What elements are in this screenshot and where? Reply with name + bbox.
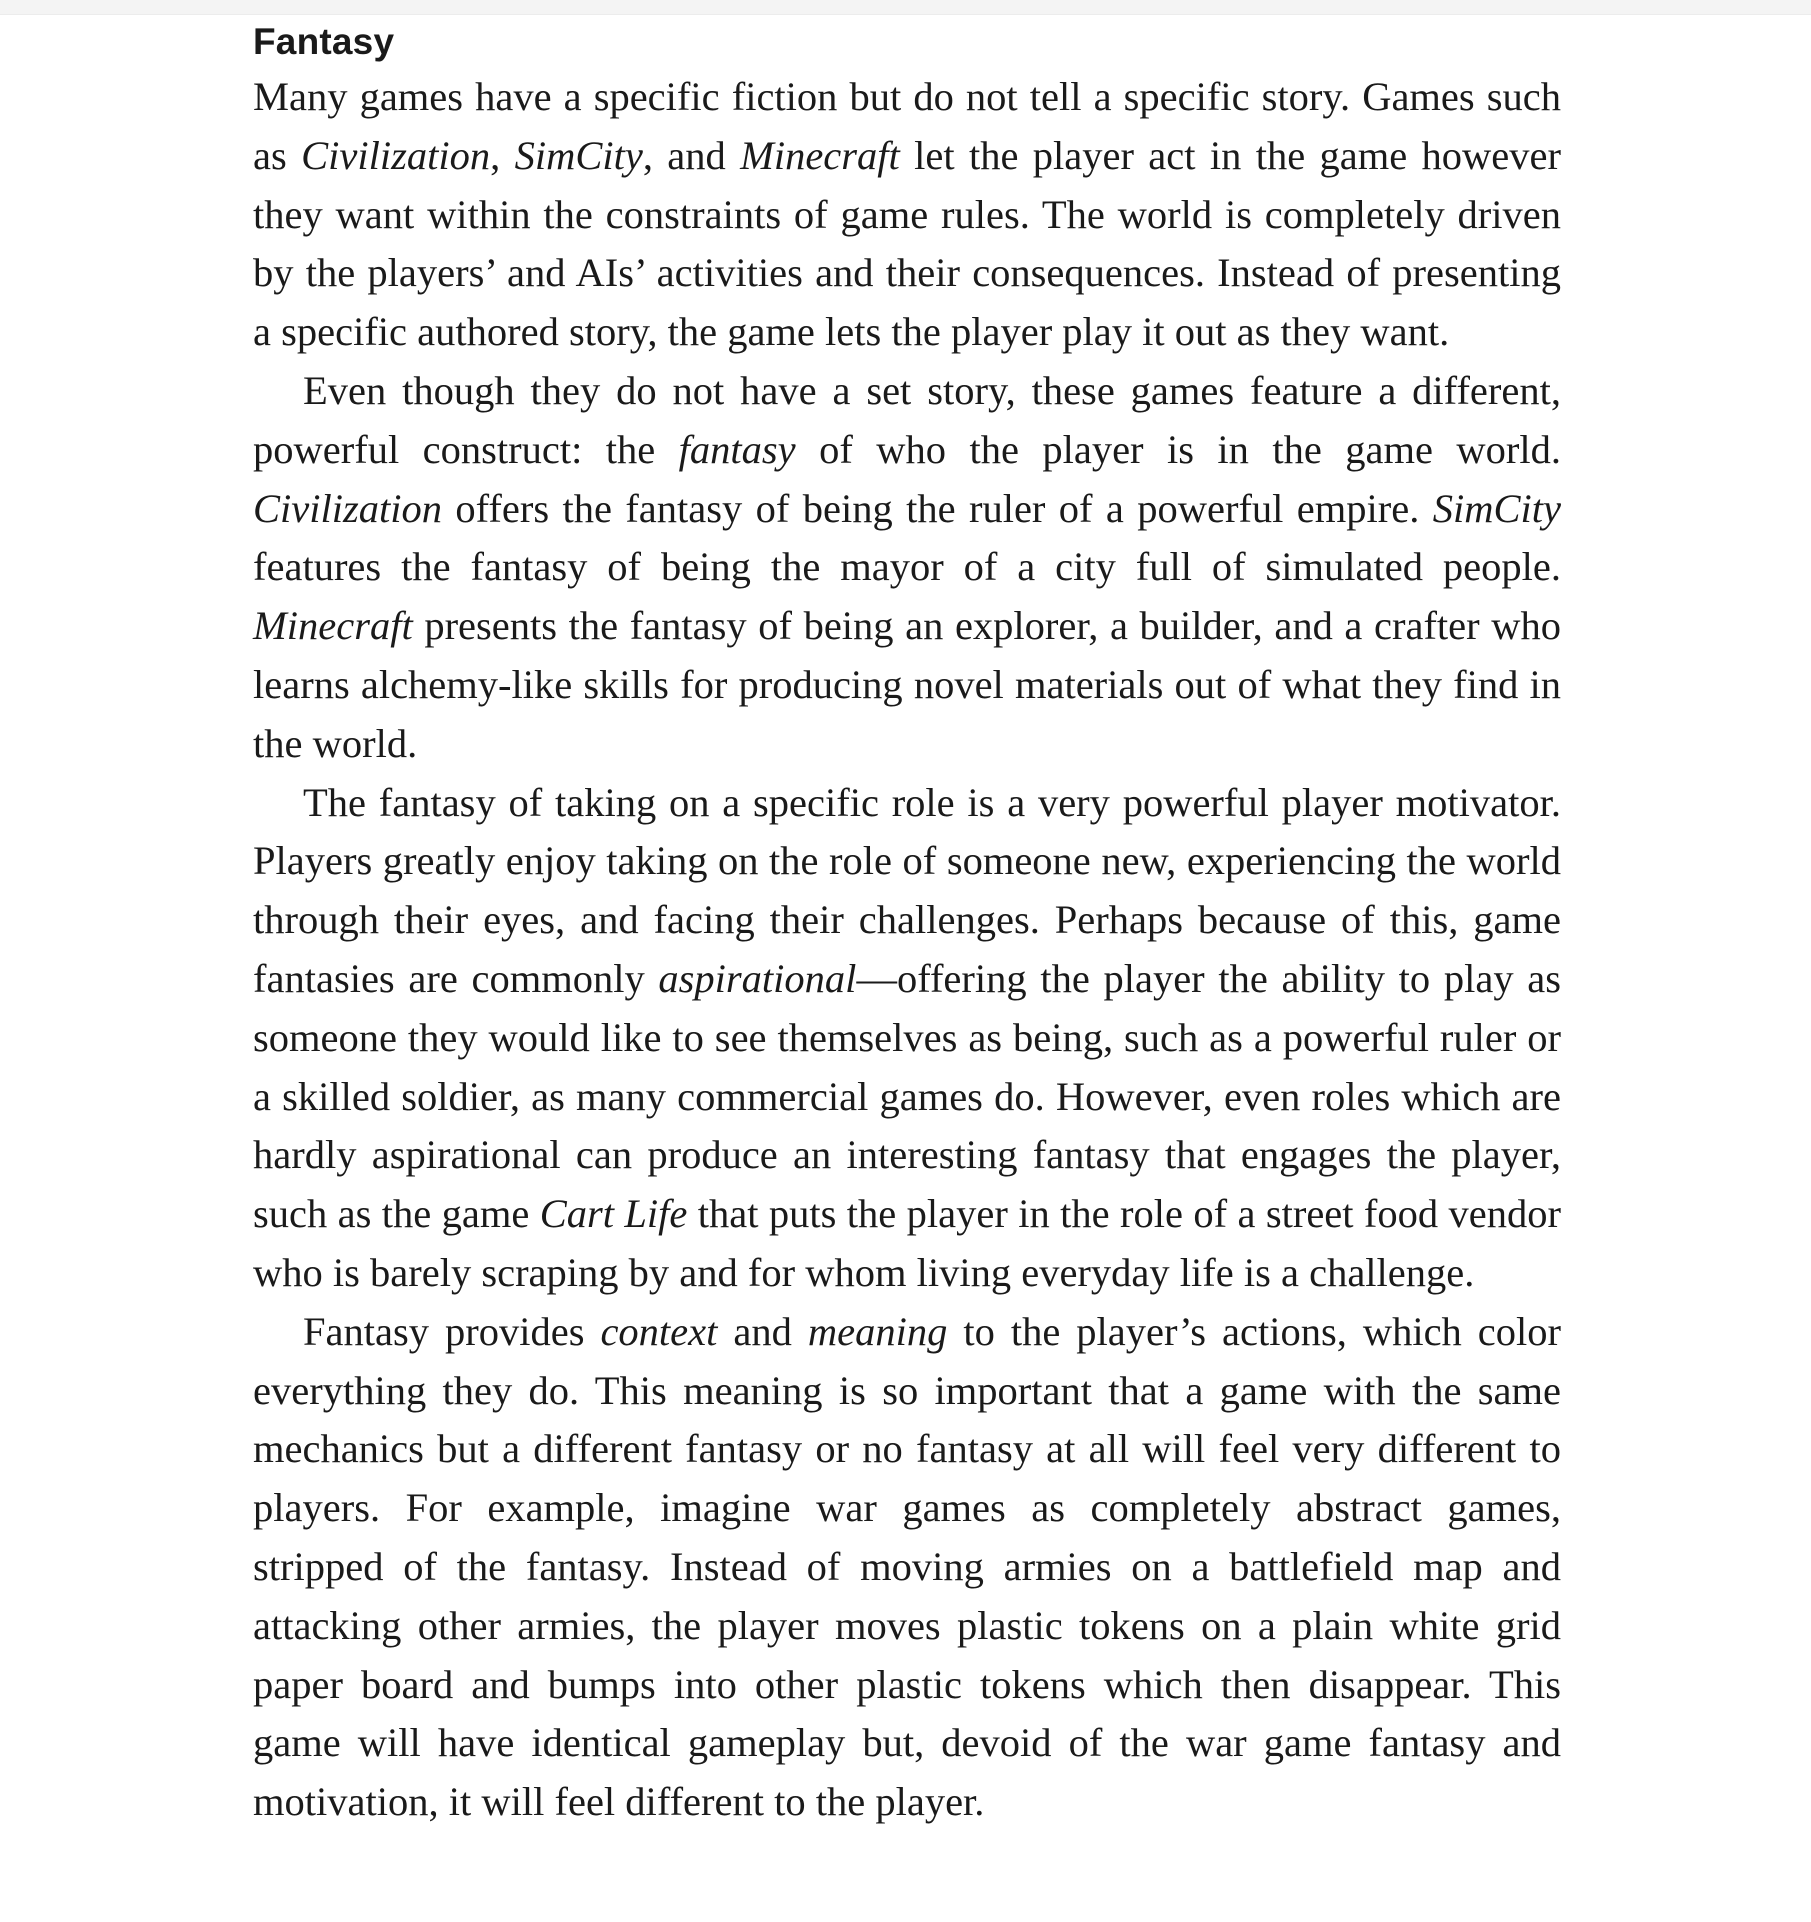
emphasis-context: context (600, 1308, 718, 1354)
text-run: and (717, 1308, 808, 1354)
text-run: offers the fantasy of being the ruler of a powerful empire. (442, 485, 1433, 531)
game-title-minecraft: Minecraft (253, 603, 413, 649)
text-run: let the player act in the game however they want within the constraints of game rules. The world is completely driven by the players’ and AIs’ activities and their consequences. Instead of presenting a specific authored story, the game lets the player play it out as they want. (253, 132, 1561, 355)
game-title-civilization: Civilization (301, 132, 491, 178)
paragraph-3 (253, 774, 1561, 1303)
emphasis-fantasy: fantasy (678, 426, 796, 472)
game-title-simcity: SimCity (1432, 485, 1561, 531)
text-run: The fantasy of taking on a specific role is a very powerful player motivator. Players greatly enjoy taking on the role of someone new, experiencing the world through their eyes, and facing their challenges. Perhaps because of this, game fantasies are commonly (253, 779, 1561, 1001)
text-run: , (490, 132, 515, 178)
game-title-civilization: Civilization (253, 485, 443, 531)
book-page (253, 16, 1561, 1832)
game-title-minecraft: Minecraft (740, 132, 900, 178)
paragraph-2 (253, 362, 1561, 774)
top-edge-strip (0, 0, 1811, 15)
text-run: to the player’s actions, which color everything they do. This meaning is so important that a game with the same mechanics but a different fantasy or no fantasy at all will feel very different to players. For example, imagine war games as completely abstract games, stripped of the fantasy. Instead of moving armies on a battlefield map and attacking other armies, the player moves plastic tokens on a plain white grid paper board and bumps into other plastic tokens which then disappear. This game will have identical gameplay but, devoid of the war game fantasy and motivation, it will feel different to the player. (253, 1308, 1561, 1825)
text-run: presents the fantasy of being an explorer, a builder, and a crafter who learns alchemy-like skills for producing novel materials out of what they find in the world. (253, 603, 1561, 766)
text-run: of who the player is in the game world. (795, 426, 1561, 472)
text-run: Fantasy provides (303, 1308, 601, 1354)
game-title-simcity: SimCity (514, 132, 643, 178)
text-run: —offering the player the ability to play as someone they would like to see themselves as being, such as a powerful ruler or a skilled soldier, as many commercial games do. However, even roles which are hardly aspirational can produce an interesting fantasy that engages the player, such as the game (253, 955, 1561, 1237)
text-run: Many games have a specific fiction but do not tell a specific story. Games such as (253, 74, 1561, 178)
section-heading: Fantasy (253, 21, 395, 62)
emphasis-aspirational: aspirational (658, 955, 857, 1001)
paragraph-4 (253, 1303, 1561, 1832)
game-title-cart-life: Cart Life (539, 1191, 688, 1237)
text-run: that puts the player in the role of a street food vendor who is barely scraping by and for whom living everyday life is a challenge. (253, 1191, 1562, 1295)
text-run: , and (642, 132, 741, 178)
emphasis-meaning: meaning (807, 1308, 948, 1354)
paragraph-1 (253, 68, 1561, 362)
text-run: features the fantasy of being the mayor of a city full of simulated people. (253, 544, 1561, 590)
text-run: Even though they do not have a set story, these games feature a different, powerful construct: the (253, 367, 1561, 472)
